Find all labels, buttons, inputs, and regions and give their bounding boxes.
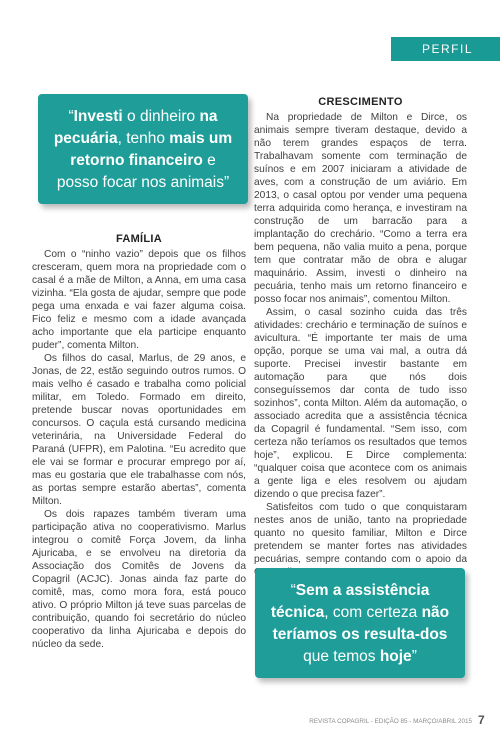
quote-1-emphasis-3: mais um retorno financeiro (70, 130, 233, 169)
quote-close-mark: ” (411, 648, 417, 665)
section-heading-crescimento: CRESCIMENTO (318, 96, 403, 108)
magazine-footer: REVISTA COPAGRIL - EDIÇÃO 85 - MARÇO/ABRIL 2015 (309, 718, 472, 725)
quote-2-emphasis-3: hoje (379, 648, 412, 665)
quote-1-text-1: o dinheiro (122, 108, 200, 125)
pull-quote-investment (38, 94, 248, 204)
paragraph: Os filhos do casal, Marlus, de 29 anos, e Jonas, de 22, estão seguindo outros rumos. O mais velho é casado e trabalha como policial militar, em Toledo. Formado em direito, pretende buscar novas oportunidades em concursos. O caçula está cursando medicina veterinária, na Universidade Federal do Paraná (UFPR), em Palotina. “Eu acredito que ele vai se formar e procurar emprego por aí, mas eu gostaria que ele trabalhasse com nós, as portas sempre estarão abertas”, comenta Milton. (32, 353, 246, 507)
paragraph: Com o “ninho vazio” depois que os filhos cresceram, quem mora na propriedade com o casal é a mãe de Milton, a Anna, em uma casa vizinha. “Ela gosta de ajudar, sempre que pode pega uma enxada e vai fazer alguma coisa. Fico feliz e mesmo com a idade avançada acho importante que ela participe enquanto puder”, comenta Milton. (32, 249, 246, 351)
section-tab: PERFIL (391, 37, 500, 61)
section-heading-familia: FAMÍLIA (115, 233, 163, 245)
quote-2-emphasis-2: não teríamos os resulta-dos (272, 604, 450, 643)
quote-open-mark: “ (290, 582, 296, 599)
paragraph: Assim, o casal sozinho cuida das três atividades: crechário e terminação de suínos e avicultura. “É importante ter mais de uma opção, porque se uma vai mal, a outra dá suporte. Precisei investir bastante em automação para que nós dois conseguíssemos dar conta de tudo isso sozinhos”, conta Milton. Além da automação, o associado acredita que a assistência técnica da Copagril é fundamental. “Sem isso, com certeza não teríamos os resultados que temos hoje”, explicou. E Dirce complementa: “qualquer coisa que acontece com os animais a gente liga e eles resolvem ou ajudam dizendo o que precisa fazer”. (254, 307, 467, 500)
quote-2-text-1: , com certeza (324, 604, 422, 621)
pull-quote-technical-assistance (255, 568, 465, 678)
page-number: 7 (478, 713, 485, 727)
quote-1-text-3: e posso focar nos animais (56, 152, 224, 191)
paragraph: Na propriedade de Milton e Dirce, os animais sempre tiveram destaque, devido a não terem grandes espaços de terra. Trabalhavam somente com terminação de suínos e em 2007 iniciaram a atividade de aves, com a construção de um aviário. Em 2013, o casal optou por vender uma pequena terra adquirida como herança, e investiram na construção de um barracão para a implantação do crechário. “Como a terra era bem pequena, não valia muito a pena, porque tem que contratar mão de obra e alugar maquinário. Assim, investi o dinheiro na pecuária, tenho mais um retorno financeiro e posso focar nos animais”, comentou Milton. (254, 112, 467, 305)
paragraph: Satisfeitos com tudo o que conquistaram nestes anos de união, tanto na propriedade quanto no quesito familiar, Milton e Dirce pretendem se manter fortes nas atividades pecuárias, sempre contando com o apoio da (254, 502, 467, 565)
quote-2-emphasis-1: Sem a assistência técnica (270, 582, 430, 621)
paragraph: Os dois rapazes também tiveram uma participação ativa no cooperativismo. Marlus integrou o comitê Força Jovem, da linha Ajuricaba, e se envolveu na diretoria da Associação dos Comitês de Jovens da Copagril (ACJC). Jonas ainda faz parte do comitê, mas, como mora fora, está pouco ativo. O próprio Milton já teve suas parcelas de contribuição, quando foi secretário do núcleo cooperativo da linha Ajuricaba e depois do núcleo da sede. (32, 509, 246, 650)
quote-1-emphasis-2: na pecuária (53, 108, 218, 147)
article-column-left (32, 233, 246, 651)
quote-open-mark: “ (68, 108, 74, 125)
quote-close-mark: ” (223, 174, 230, 191)
quote-1-text-2: , tenho (117, 130, 170, 147)
article-column-right (254, 96, 467, 579)
quote-2-text-2: que temos (303, 648, 380, 665)
quote-1-emphasis-1: Investi (73, 108, 123, 125)
